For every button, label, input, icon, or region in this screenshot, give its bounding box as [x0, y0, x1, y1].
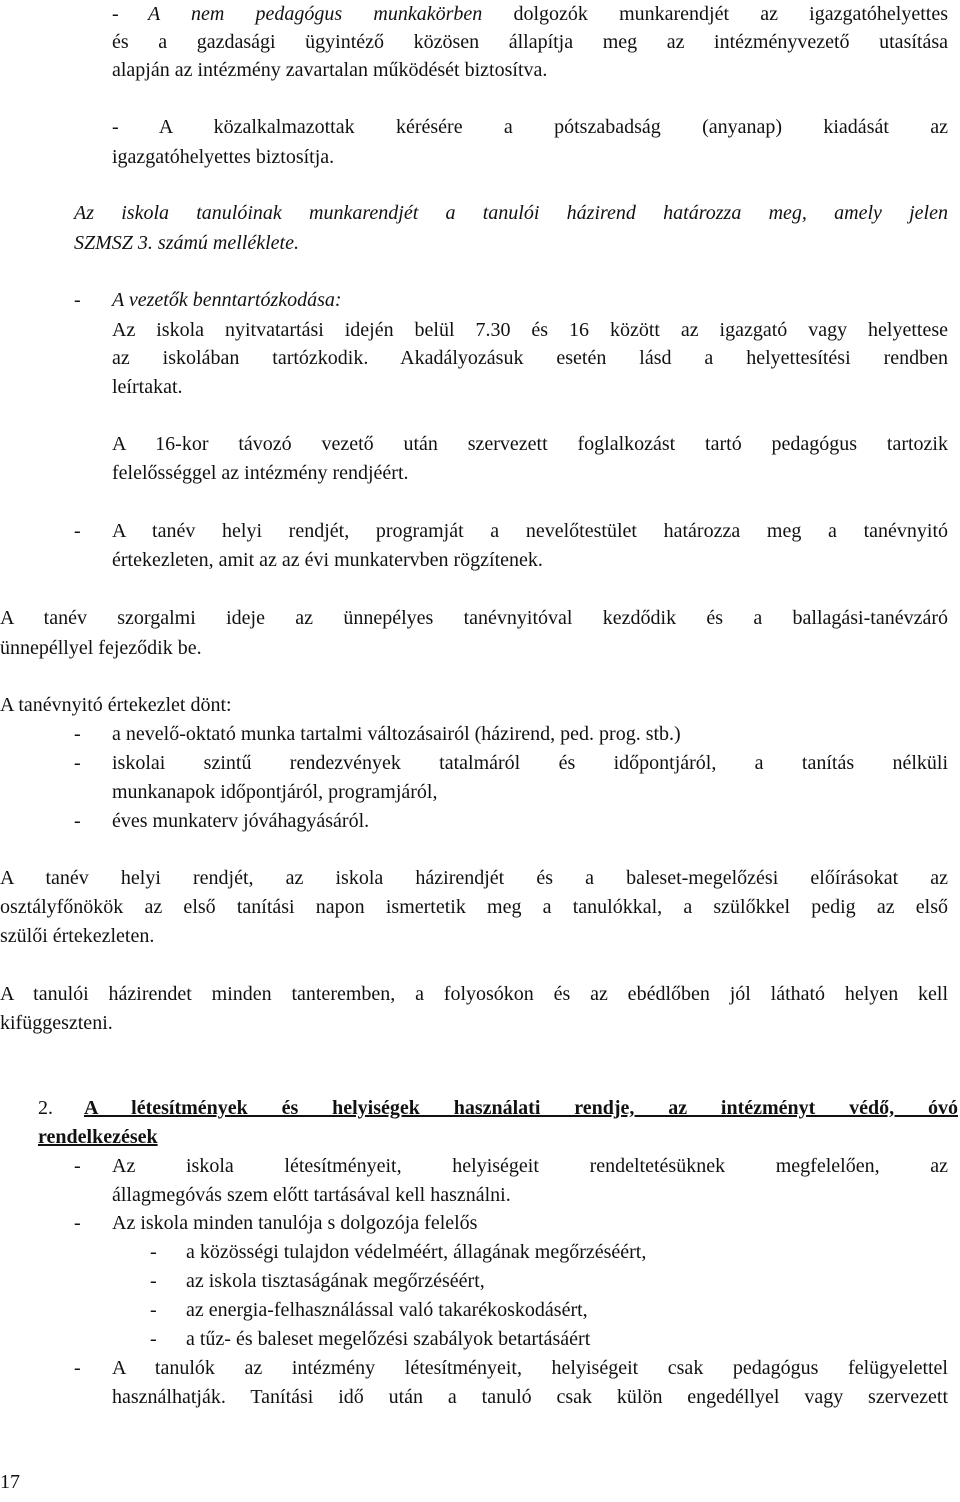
- paragraph-line: leírtakat.: [112, 376, 183, 398]
- sub-list-item: az energia-felhasználással való takarékoskodásért,: [186, 1299, 588, 1321]
- list-dash: -: [74, 289, 81, 311]
- paragraph-line: igazgatóhelyettes biztosítja.: [112, 146, 335, 168]
- paragraph-line: és a gazdasági ügyintéző közösen állapítja meg az intézményvezető utasítása: [112, 31, 948, 53]
- list-dash: -: [74, 520, 81, 542]
- list-dash: -: [74, 1212, 81, 1234]
- paragraph-line: Az iskola tanulóinak munkarendjét a tanulói házirend határozza meg, amely jelen: [74, 202, 948, 224]
- list-dash: -: [150, 1299, 157, 1321]
- paragraph-line: A 16-kor távozó vezető után szervezett foglalkozást tartó pedagógus tartozik: [112, 433, 948, 455]
- text-run: dolgozók munkarendjét az igazgatóhelyettes: [482, 3, 948, 25]
- list-dash: -: [74, 723, 81, 745]
- list-dash: -: [74, 810, 81, 832]
- paragraph-line: A tanév helyi rendjét, programját a nevelőtestület határozza meg a tanévnyitó: [112, 520, 948, 542]
- paragraph-line: A tanévnyitó értekezlet dönt:: [0, 694, 232, 716]
- paragraph-line: értekezleten, amit az az évi munkatervben rögzítenek.: [112, 549, 543, 571]
- paragraph-line: osztályfőnökök az első tanítási napon ismertetik meg a tanulókkal, a szülőkkel pedig az első: [0, 896, 948, 918]
- list-dash: -: [150, 1241, 157, 1263]
- paragraph-line: ünnepéllyel fejeződik be.: [0, 637, 202, 659]
- list-item: iskolai szintű rendezvények tatalmáról és időpontjáról, a tanítás nélküli: [112, 752, 948, 774]
- paragraph-line: - A közalkalmazottak kérésére a pótszabadság (anyanap) kiadását az: [112, 116, 948, 138]
- section-number: 2.: [38, 1097, 53, 1119]
- list-item: állagmegóvás szem előtt tartásával kell használni.: [112, 1184, 511, 1206]
- paragraph-line: Az iskola nyitvatartási idején belül 7.30 és 16 között az igazgató vagy helyettese: [112, 319, 948, 341]
- paragraph-line: az iskolában tartózkodik. Akadályozásuk esetén lásd a helyettesítési rendben: [112, 347, 948, 369]
- list-item: Az iskola létesítményeit, helyiségeit rendeltetésüknek megfelelően, az: [112, 1155, 948, 1177]
- list-dash: -: [112, 3, 119, 25]
- sub-list-item: a tűz- és baleset megelőzési szabályok betartásáért: [186, 1328, 591, 1350]
- paragraph-line: [148, 0, 948, 29]
- italic-phrase: A nem pedagógus munkakörben: [148, 3, 483, 25]
- section-subtitle: A vezetők benntartózkodása:: [112, 289, 342, 311]
- list-dash: -: [74, 1357, 81, 1379]
- paragraph-line: kifüggeszteni.: [0, 1012, 113, 1034]
- sub-list-item: az iskola tisztaságának megőrzéséért,: [186, 1270, 485, 1292]
- list-dash: -: [150, 1270, 157, 1292]
- paragraph-line: alapján az intézmény zavartalan működését biztosítva.: [112, 59, 548, 81]
- paragraph-line: A tanév helyi rendjét, az iskola házirendjét és a baleset-megelőzési előírásokat az: [0, 867, 948, 889]
- list-dash: -: [150, 1328, 157, 1350]
- paragraph-line: A tanulói házirendet minden tanteremben, a folyosókon és az ebédlőben jól látható helyen kell: [0, 983, 948, 1005]
- paragraph-line: szülői értekezleten.: [0, 925, 155, 947]
- list-item: éves munkaterv jóváhagyásáról.: [112, 810, 370, 832]
- paragraph-line: SZMSZ 3. számú melléklete.: [74, 232, 299, 254]
- sub-list-item: a közösségi tulajdon védelméért, állagának megőrzéséért,: [186, 1241, 647, 1263]
- list-item: A tanulók az intézmény létesítményeit, helyiségeit csak pedagógus felügyelettel: [112, 1357, 948, 1379]
- list-item: a nevelő-oktató munka tartalmi változásairól (házirend, ped. prog. stb.): [112, 723, 681, 745]
- section-heading: rendelkezések: [38, 1126, 158, 1148]
- list-dash: -: [74, 752, 81, 774]
- paragraph-line: felelősséggel az intézmény rendjéért.: [112, 462, 409, 484]
- list-item: munkanapok időpontjáról, programjáról,: [112, 781, 438, 803]
- list-dash: -: [74, 1155, 81, 1177]
- list-item: használhatják. Tanítási idő után a tanuló csak külön engedéllyel vagy szervezett: [112, 1386, 948, 1408]
- paragraph-line: A tanév szorgalmi ideje az ünnepélyes tanévnyitóval kezdődik és a ballagási-tanévzáró: [0, 607, 948, 629]
- page-number: 17: [0, 1471, 20, 1493]
- section-heading: A létesítmények és helyiségek használati rendje, az intézményt védő, óvó: [84, 1097, 958, 1119]
- list-item: Az iskola minden tanulója s dolgozója felelős: [112, 1212, 478, 1234]
